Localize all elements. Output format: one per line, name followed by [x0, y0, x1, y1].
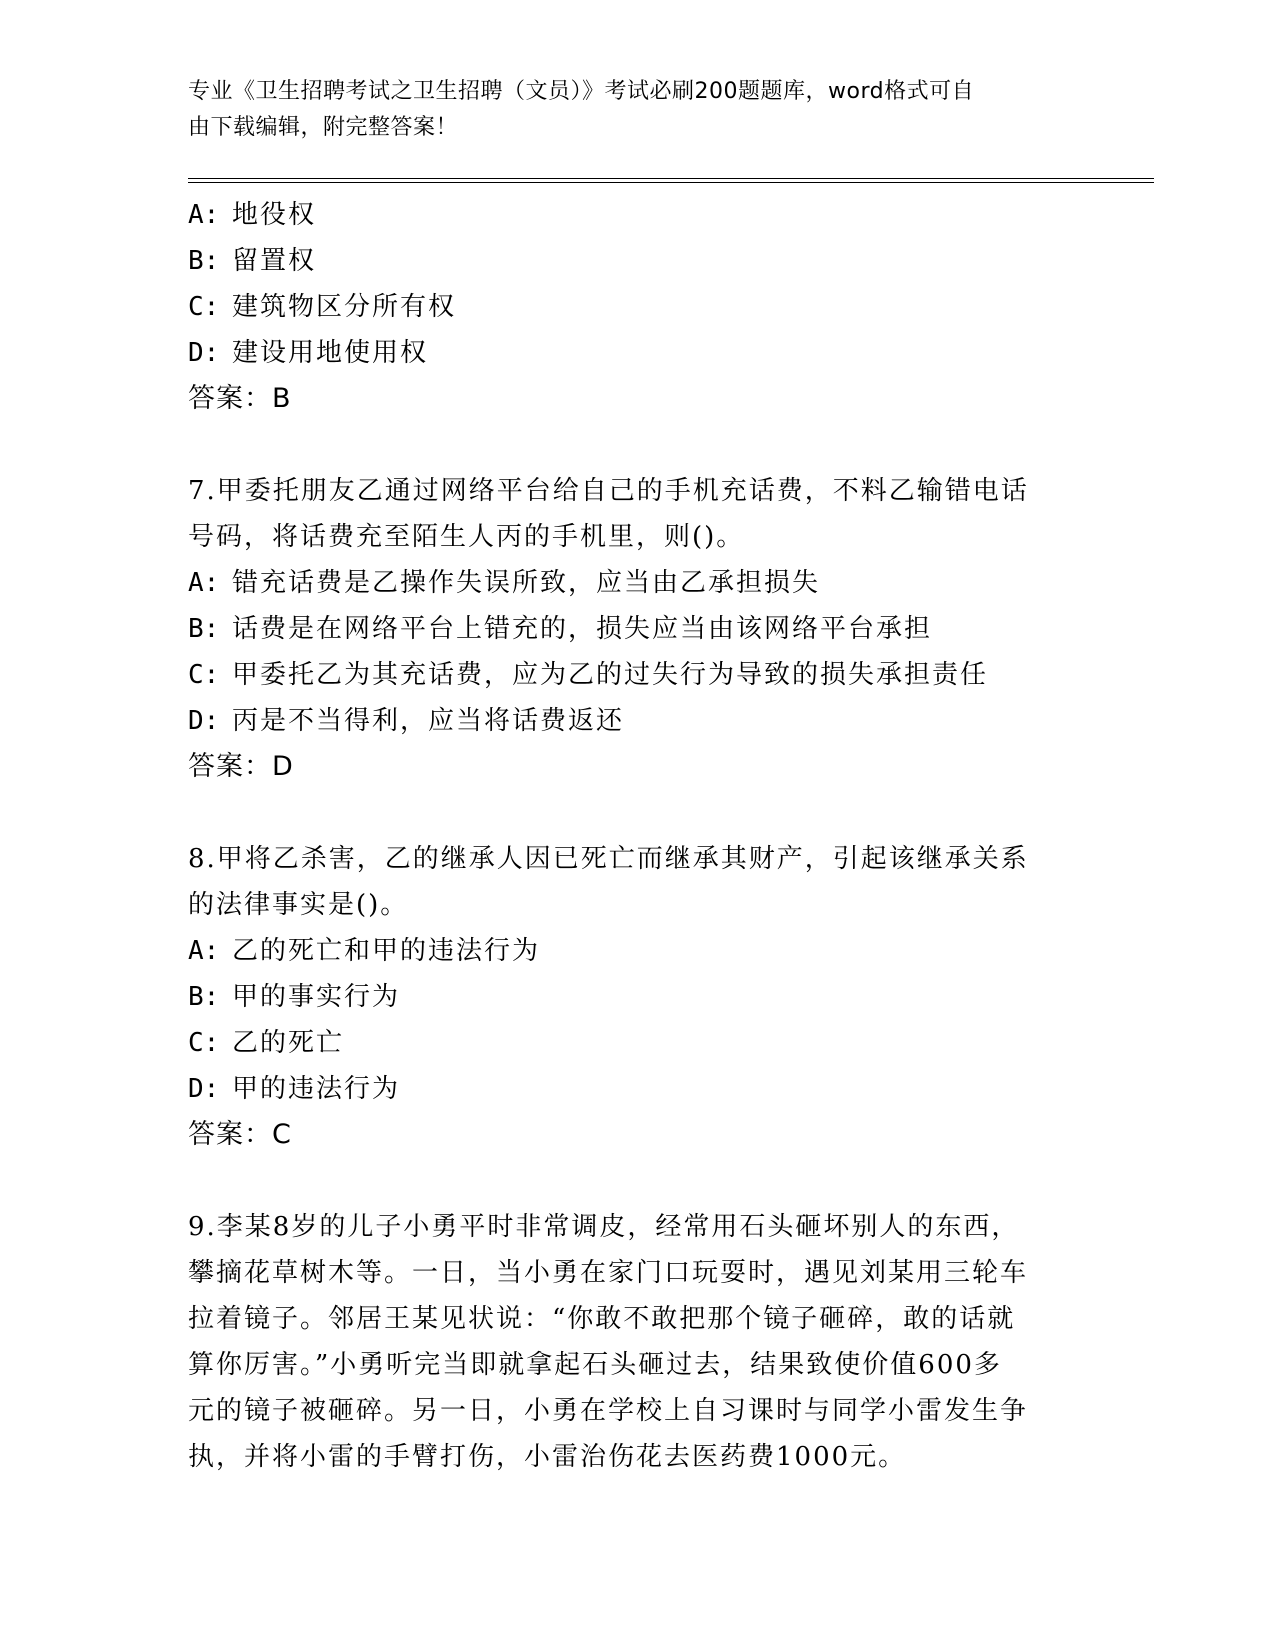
option-text: 乙的死亡	[232, 1028, 345, 1058]
option-text: 甲的事实行为	[232, 982, 401, 1012]
question-stem-line: 拉着镜子。邻居王某见状说：“你敢不敢把那个镜子砸碎，敢的话就	[188, 1304, 1016, 1334]
option-text: 甲的违法行为	[232, 1074, 401, 1104]
option-letter: D:	[188, 338, 220, 368]
option-letter: A:	[188, 568, 220, 598]
question-stem-line: 执，并将小雷的手臂打伤，小雷治伤花去医药费1000元。	[188, 1442, 907, 1472]
option-text: 乙的死亡和甲的违法行为	[232, 936, 541, 966]
answer-line: 答案：D	[188, 751, 294, 782]
option-line	[188, 1020, 1078, 1066]
option-text: 建筑物区分所有权	[232, 292, 457, 322]
option-line	[188, 330, 1078, 376]
previous-question	[188, 192, 1078, 422]
spacer	[188, 422, 1078, 468]
question-stem-line: 9.李某8岁的儿子小勇平时非常调皮，经常用石头砸坏别人的东西，	[188, 1212, 1020, 1242]
document-content	[188, 192, 1078, 1480]
question-stem-line: 号码，将话费充至陌生人丙的手机里，则()。	[188, 522, 745, 552]
option-line	[188, 1066, 1078, 1112]
option-letter: B:	[188, 982, 220, 1012]
question-stem-line: 的法律事实是()。	[188, 890, 409, 920]
answer-line: 答案：B	[188, 383, 292, 414]
option-text: 错充话费是乙操作失误所致，应当由乙承担损失	[232, 568, 821, 598]
option-line	[188, 284, 1078, 330]
option-text: 丙是不当得利，应当将话费返还	[232, 706, 625, 736]
question-stem-line: 8.甲将乙杀害，乙的继承人因已死亡而继承其财产，引起该继承关系	[188, 844, 1029, 874]
option-line	[188, 238, 1078, 284]
header-line-2: 由下载编辑，附完整答案！	[188, 115, 459, 140]
option-letter: A:	[188, 936, 220, 966]
option-line	[188, 560, 1078, 606]
option-letter: B:	[188, 246, 220, 276]
option-letter: B:	[188, 614, 220, 644]
option-text: 话费是在网络平台上错充的，损失应当由该网络平台承担	[232, 614, 933, 644]
answer-line: 答案：C	[188, 1119, 292, 1150]
option-letter: D:	[188, 706, 220, 736]
option-text: 地役权	[232, 200, 317, 230]
option-text: 建设用地使用权	[232, 338, 429, 368]
option-line	[188, 698, 1078, 744]
option-line	[188, 192, 1078, 238]
option-letter: C:	[188, 660, 220, 690]
option-letter: C:	[188, 292, 220, 322]
option-letter: D:	[188, 1074, 220, 1104]
document-header	[188, 74, 1068, 146]
question-stem-line: 元的镜子被砸碎。另一日，小勇在学校上自习课时与同学小雷发生争	[188, 1396, 1029, 1426]
spacer	[188, 1158, 1078, 1204]
header-line-1: 专业《卫生招聘考试之卫生招聘（文员）》考试必刷200题题库，word格式可自	[188, 79, 975, 104]
option-line	[188, 974, 1078, 1020]
option-line	[188, 652, 1078, 698]
option-letter: A:	[188, 200, 220, 230]
option-letter: C:	[188, 1028, 220, 1058]
option-line	[188, 606, 1078, 652]
question-8	[188, 836, 1078, 1158]
header-divider-bottom	[188, 182, 1154, 183]
option-line	[188, 928, 1078, 974]
question-stem-line: 攀摘花草树木等。一日，当小勇在家门口玩耍时，遇见刘某用三轮车	[188, 1258, 1029, 1288]
question-stem-line: 算你厉害。”小勇听完当即就拿起石头砸过去，结果致使价值600多	[188, 1350, 1002, 1380]
question-9	[188, 1204, 1078, 1480]
option-text: 留置权	[232, 246, 317, 276]
header-divider-top	[188, 178, 1154, 179]
option-text: 甲委托乙为其充话费，应为乙的过失行为导致的损失承担责任	[232, 660, 989, 690]
question-7	[188, 468, 1078, 790]
spacer	[188, 790, 1078, 836]
question-stem-line: 7.甲委托朋友乙通过网络平台给自己的手机充话费，不料乙输错电话	[188, 476, 1029, 506]
